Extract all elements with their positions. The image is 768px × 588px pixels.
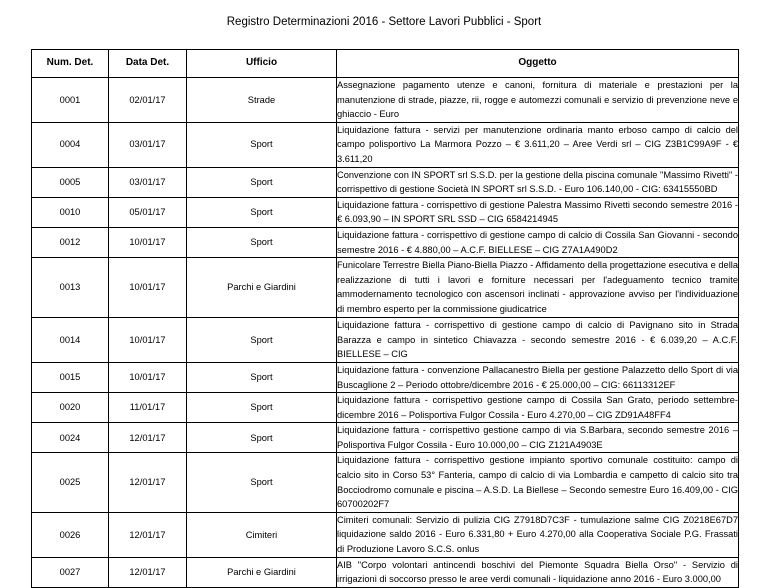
cell-data: 11/01/17 bbox=[109, 393, 187, 423]
cell-num: 0027 bbox=[32, 557, 109, 587]
cell-num: 0026 bbox=[32, 512, 109, 557]
table-row bbox=[32, 122, 739, 167]
table-row bbox=[32, 78, 739, 123]
cell-num: 0015 bbox=[32, 362, 109, 392]
cell-num: 0010 bbox=[32, 197, 109, 227]
cell-data: 12/01/17 bbox=[109, 453, 187, 512]
table-header-row bbox=[32, 50, 739, 78]
cell-ufficio: Sport bbox=[187, 318, 337, 363]
cell-oggetto: Convenzione con IN SPORT srl S.S.D. per la gestione della piscina comunale "Massimo Rivetti" - corrispettivo di gestione Società IN SPORT srl S.S.D. - Euro 106.140,00 - CIG: 63415550BD bbox=[337, 167, 739, 197]
cell-ufficio: Parchi e Giardini bbox=[187, 557, 337, 587]
cell-data: 10/01/17 bbox=[109, 318, 187, 363]
cell-ufficio: Sport bbox=[187, 197, 337, 227]
cell-ufficio: Strade bbox=[187, 78, 337, 123]
cell-oggetto: Liquidazione fattura - convenzione Pallacanestro Biella per gestione Palazzetto dello Sport di via Buscaglione 2 – Periodo ottobre/dicembre 2016 - € 25.000,00 – CIG: 66113312EF bbox=[337, 362, 739, 392]
cell-data: 03/01/17 bbox=[109, 167, 187, 197]
table-row bbox=[32, 362, 739, 392]
cell-data: 10/01/17 bbox=[109, 258, 187, 318]
cell-num: 0004 bbox=[32, 122, 109, 167]
cell-num: 0014 bbox=[32, 318, 109, 363]
header-data: Data Det. bbox=[109, 50, 187, 78]
cell-num: 0025 bbox=[32, 453, 109, 512]
table-row bbox=[32, 423, 739, 453]
cell-num: 0013 bbox=[32, 258, 109, 318]
table-row bbox=[32, 197, 739, 227]
cell-oggetto: Liquidazione fattura - corrispettivo di gestione campo di calcio di Cossila San Giovanni - secondo semestre 2016 - € 4.880,00 – A.C.F. BIELLESE – CIG Z7A1A490D2 bbox=[337, 227, 739, 257]
cell-ufficio: Sport bbox=[187, 362, 337, 392]
cell-oggetto: Funicolare Terrestre Biella Piano-Biella Piazzo - Affidamento della progettazione esecutiva e della realizzazione di tutti i lavori e forniture necessari per l'adeguamento tecnico tramite ammodernamento tecnologico con ascensori inclinati - approvazione avviso per l'individuazione di membro esperto per la commissione giudicatrice bbox=[337, 258, 739, 318]
cell-oggetto: Liquidazione fattura - corrispettivo gestione campo di via S.Barbara, secondo semestre 2016 – Polisportiva Fulgor Cossila - Euro 10.000,00 – CIG Z121A4903E bbox=[337, 423, 739, 453]
cell-ufficio: Sport bbox=[187, 227, 337, 257]
cell-oggetto: Liquidazione fattura - servizi per manutenzione ordinaria manto erboso campo di calcio del campo polisportivo La Marmora Pozzo – € 3.611,20 – Aree Verdi srl – CIG Z3B1C99A9F - € 3.611,20 bbox=[337, 122, 739, 167]
cell-oggetto: Liquidazione fattura - corrispettivo gestione campo di Cossila San Grato, periodo settembre-dicembre 2016 – Polisportiva Fulgor Cossila - Euro 4.270,00 – CIG ZD91A48FF4 bbox=[337, 393, 739, 423]
cell-ufficio: Sport bbox=[187, 122, 337, 167]
cell-data: 10/01/17 bbox=[109, 227, 187, 257]
cell-ufficio: Parchi e Giardini bbox=[187, 258, 337, 318]
cell-num: 0005 bbox=[32, 167, 109, 197]
table-row bbox=[32, 453, 739, 512]
cell-data: 12/01/17 bbox=[109, 557, 187, 587]
cell-num: 0024 bbox=[32, 423, 109, 453]
table-row bbox=[32, 557, 739, 587]
table-row bbox=[32, 167, 739, 197]
cell-data: 02/01/17 bbox=[109, 78, 187, 123]
determinazioni-table bbox=[31, 49, 739, 588]
table-row bbox=[32, 393, 739, 423]
table-row bbox=[32, 227, 739, 257]
cell-ufficio: Sport bbox=[187, 423, 337, 453]
cell-num: 0012 bbox=[32, 227, 109, 257]
header-ufficio: Ufficio bbox=[187, 50, 337, 78]
cell-data: 12/01/17 bbox=[109, 512, 187, 557]
cell-ufficio: Sport bbox=[187, 393, 337, 423]
cell-ufficio: Sport bbox=[187, 453, 337, 512]
table-row bbox=[32, 512, 739, 557]
cell-num: 0001 bbox=[32, 78, 109, 123]
table-row bbox=[32, 258, 739, 318]
cell-data: 05/01/17 bbox=[109, 197, 187, 227]
cell-data: 03/01/17 bbox=[109, 122, 187, 167]
cell-data: 10/01/17 bbox=[109, 362, 187, 392]
cell-oggetto: Liquidazione fattura - corrispettivo gestione impianto sportivo comunale costituito: campo di calcio sito in Corso 53° Fanteria, campo di calcio di via Lombardia e campetto di calcio sito tra Bocciodromo comunale e piscina – A.S.D. La Biellese – Secondo semestre Euro 16.409,00 - CIG 60700202F7 bbox=[337, 453, 739, 512]
cell-ufficio: Cimiteri bbox=[187, 512, 337, 557]
header-num: Num. Det. bbox=[32, 50, 109, 78]
cell-oggetto: AIB "Corpo volontari antincendi boschivi del Piemonte Squadra Biella Orso" - Servizio di irrigazioni di soccorso presso le aree verdi comunali - liquidazione anno 2016 - Euro 3.000,00 bbox=[337, 557, 739, 587]
table-row bbox=[32, 318, 739, 363]
cell-oggetto: Liquidazione fattura - corrispettivo di gestione campo di calcio di Pavignano sito in Strada Barazza e campo in sintetico Chiavazza - secondo semestre 2016 - € 6.039,20 – A.C.F. BIELLESE – CIG bbox=[337, 318, 739, 363]
header-oggetto: Oggetto bbox=[337, 50, 739, 78]
cell-ufficio: Sport bbox=[187, 167, 337, 197]
page-title: Registro Determinazioni 2016 - Settore Lavori Pubblici - Sport bbox=[226, 16, 542, 28]
cell-oggetto: Assegnazione pagamento utenze e canoni, fornitura di materiale e prestazioni per la manutenzione di strade, piazze, rii, rogge e automezzi comunali e servizio di prevenzione neve e ghiaccio - Euro bbox=[337, 78, 739, 123]
cell-oggetto: Cimiteri comunali: Servizio di pulizia CIG Z7918D7C3F - tumulazione salme CIG Z0218E67D7 liquidazione saldo 2016 - Euro 6.331,80 + Euro 4.270,00 alla Cooperativa Sociale P.G. Frassati di Produzione Lavoro S.C.S. onlus bbox=[337, 512, 739, 557]
cell-oggetto: Liquidazione fattura - corrispettivo di gestione Palestra Massimo Rivetti secondo semestre 2016 - € 6.093,90 – IN SPORT SRL SSD – CIG 6584214945 bbox=[337, 197, 739, 227]
cell-data: 12/01/17 bbox=[109, 423, 187, 453]
cell-num: 0020 bbox=[32, 393, 109, 423]
table-body bbox=[32, 78, 739, 588]
